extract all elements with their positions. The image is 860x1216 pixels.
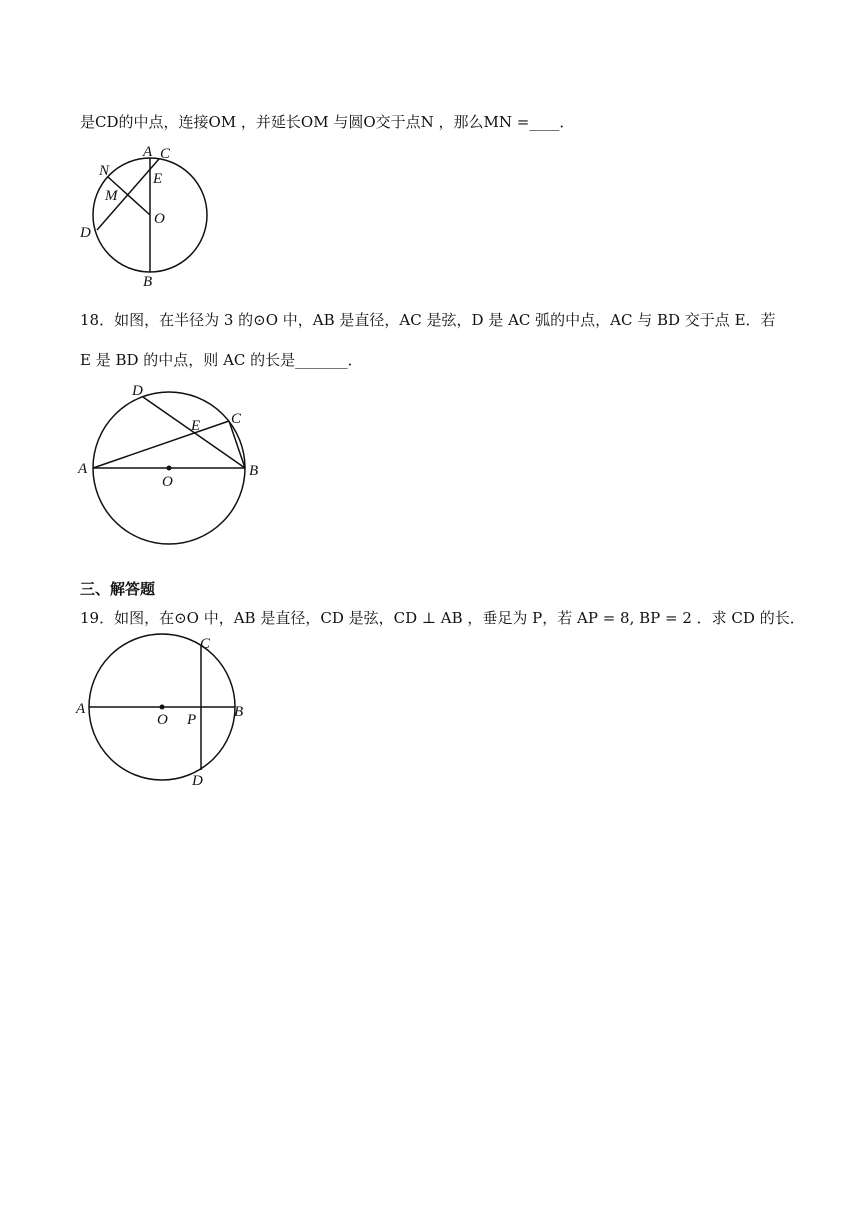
q18-figure (70, 378, 280, 553)
q19-label-P: P (187, 712, 197, 728)
q19-label-O: O (157, 712, 168, 728)
q17-label-M: M (105, 188, 118, 204)
q18-line2: E 是 BD 的中点，则 AC 的长是_______． (80, 351, 363, 369)
q19-label-A: A (76, 701, 86, 717)
q19-text: 19．如图，在⊙O 中，AB 是直径，CD 是弦，CD ⊥ AB ，垂足为 P，若 AP = 8, BP = 2 ．求 CD 的长． (80, 609, 805, 627)
q17-label-E: E (153, 171, 163, 187)
q17-label-N: N (99, 163, 110, 179)
q18-label-A: A (78, 461, 88, 477)
q18-segment-cb (229, 421, 245, 468)
q19-label-B: B (234, 704, 244, 720)
q19-figure (70, 630, 260, 790)
q19-label-D: D (192, 773, 203, 789)
q17-label-O: O (154, 211, 165, 227)
q18-label-O: O (162, 474, 173, 490)
q17-label-A: A (143, 144, 153, 160)
q18-label-E: E (191, 418, 201, 434)
q18-label-C: C (231, 411, 242, 427)
q17-label-B: B (143, 274, 153, 290)
section-heading: 三、解答题 (80, 580, 156, 598)
q18-label-D: D (132, 383, 143, 399)
q17-label-D: D (80, 225, 91, 241)
q17-label-C: C (160, 146, 171, 162)
q17-figure (70, 140, 220, 290)
q19-center-dot (160, 705, 165, 710)
q19-label-C: C (200, 636, 211, 652)
q18-center-dot (167, 466, 172, 471)
q18-line1: 18．如图，在半径为 3 的⊙O 中，AB 是直径，AC 是弦，D 是 AC 弧的中点，AC 与 BD 交于点 E．若 (80, 311, 776, 329)
q17-text: 是CD的中点，连接OM ，并延长OM 与圆O交于点N ，那么MN =____． (80, 113, 575, 131)
q18-chord-ac (93, 421, 229, 468)
q18-label-B: B (249, 463, 259, 479)
